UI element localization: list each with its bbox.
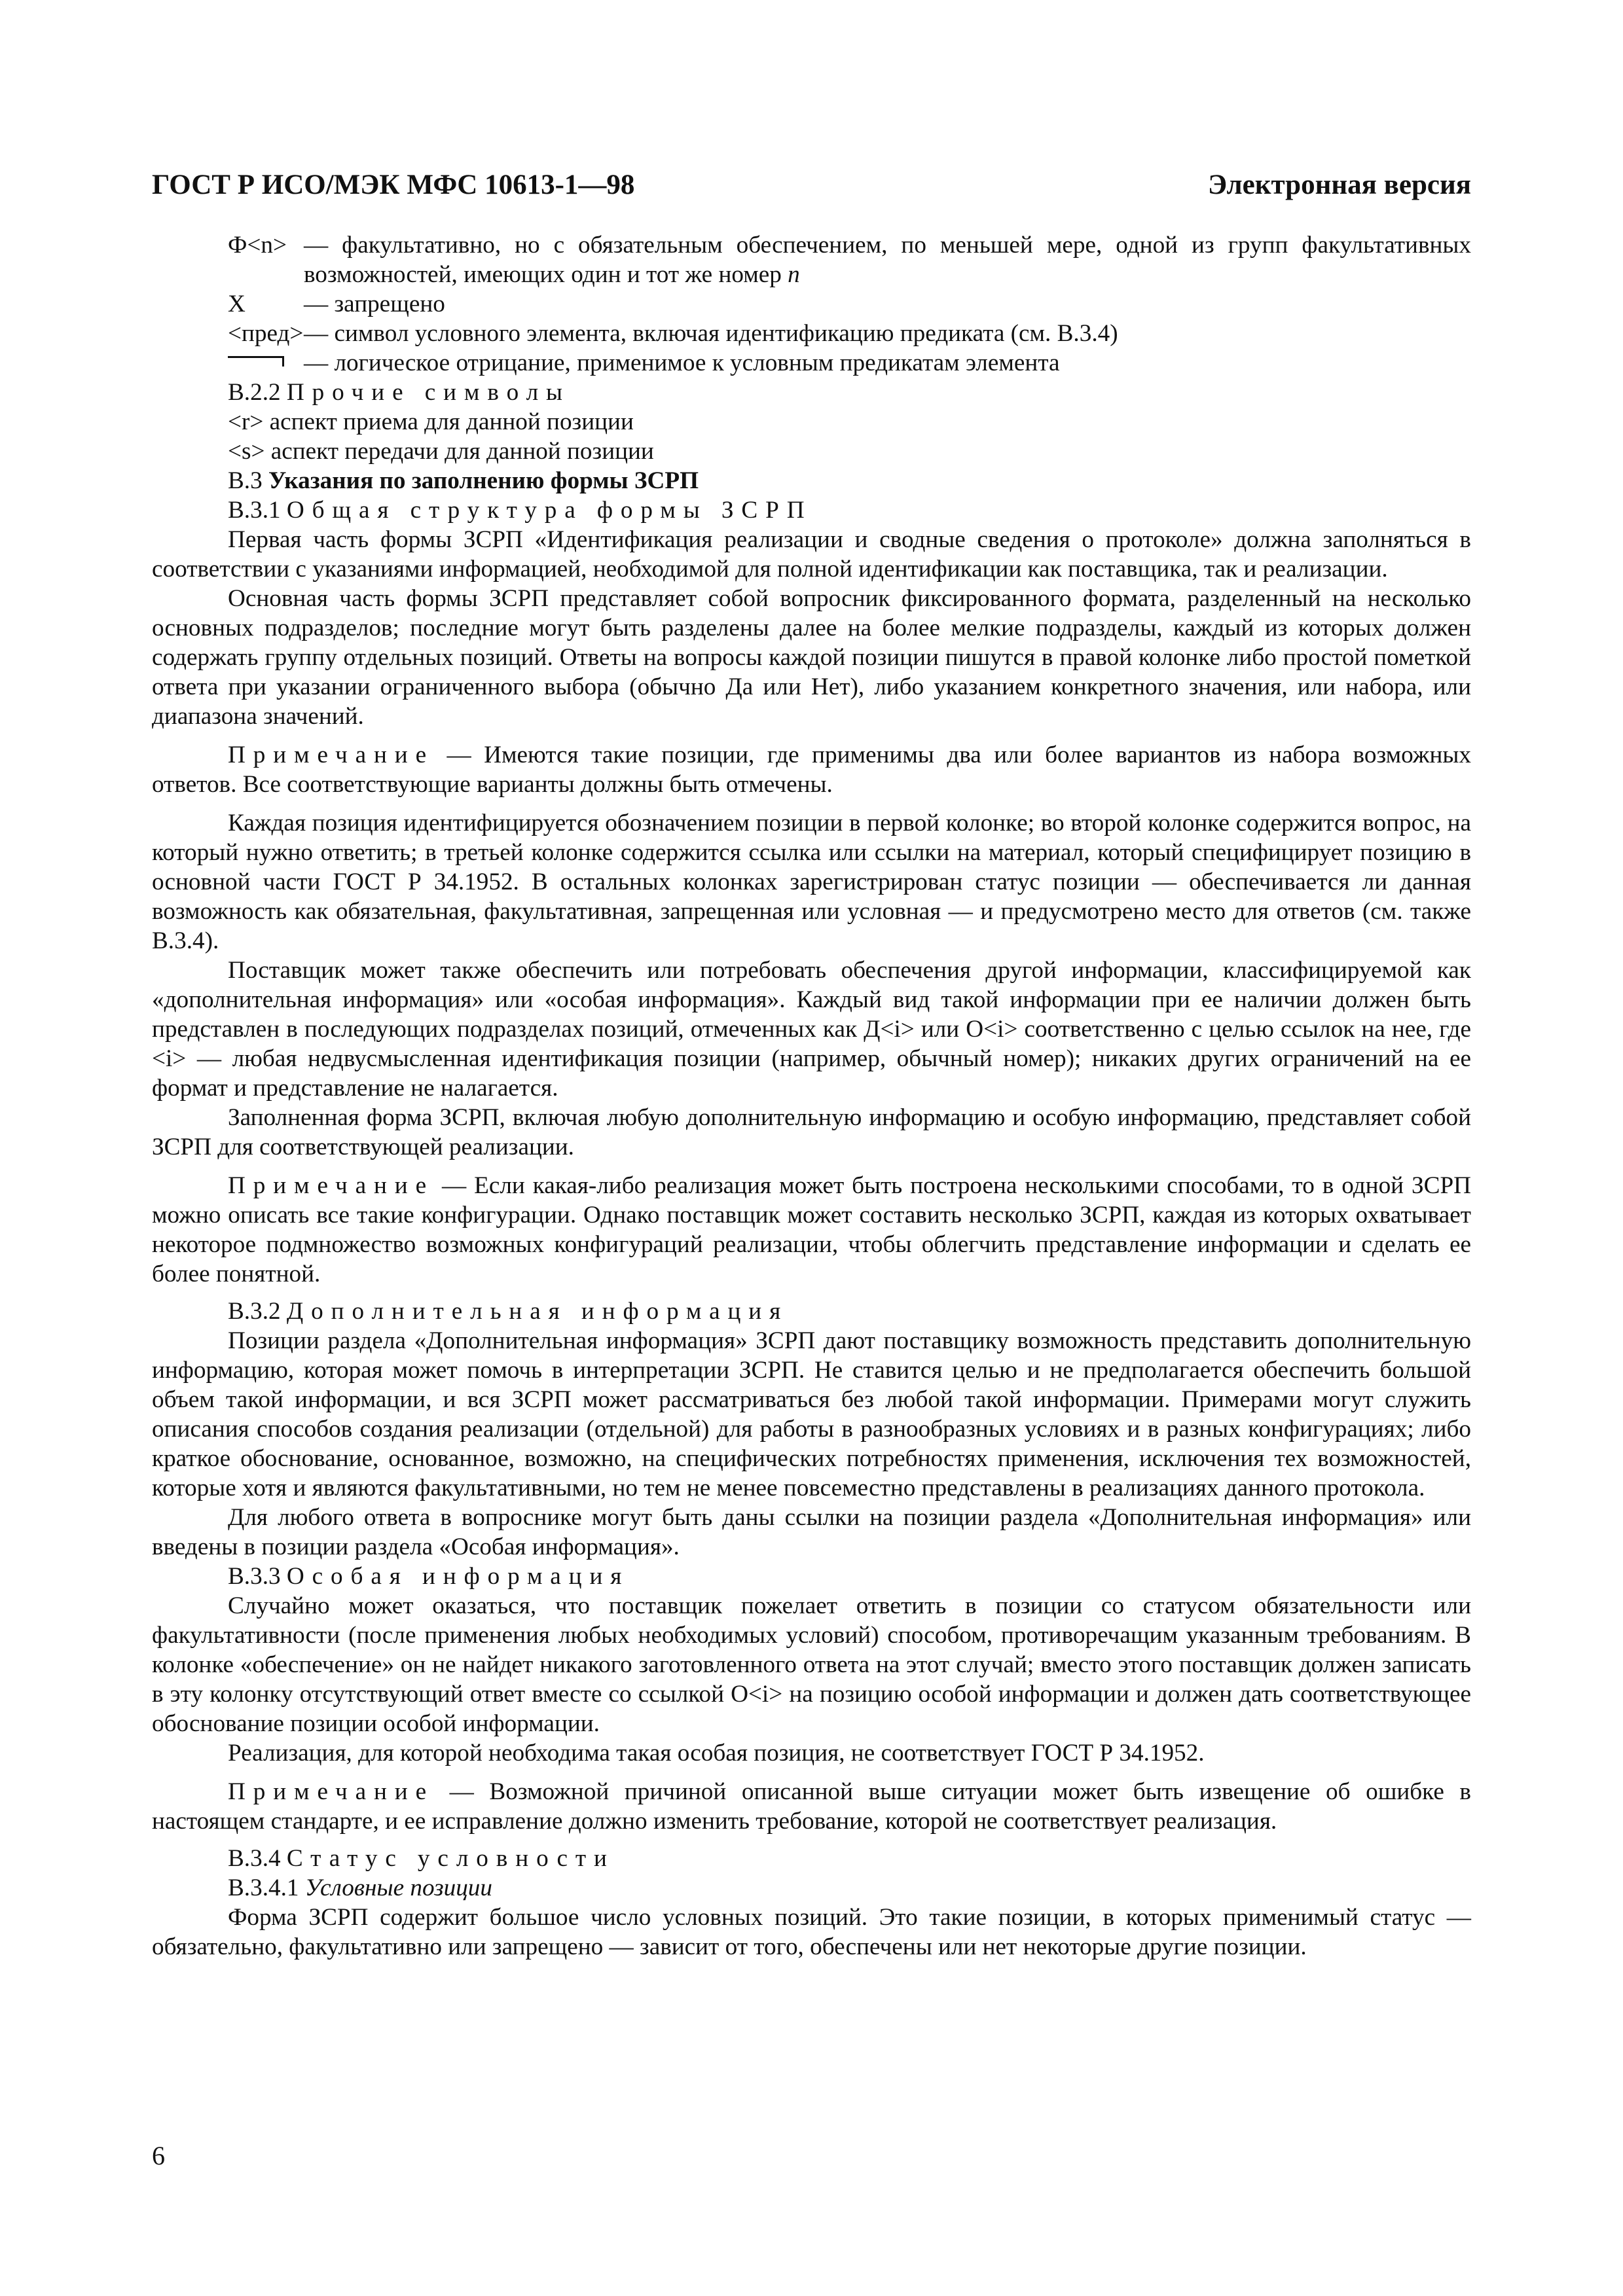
paragraph: Заполненная форма ЗСРП, включая любую дополнительную информацию и особую информацию, представляет собой ЗСРП для соответствующей реализации.	[152, 1104, 1471, 1160]
note-label: Примечание	[228, 1172, 435, 1199]
symbol-description: — факультативно, но с обязательным обеспечением, по меньшей мере, одной из групп факультативных возможностей, имеющих один и тот же номер n	[304, 232, 1471, 288]
section-heading-b34: B.3.4 Статус условности	[228, 1845, 615, 1872]
page-header	[152, 169, 1471, 201]
section-heading-b31: B.3.1 Общая структура формы ЗСРП	[228, 497, 812, 524]
symbol-description: — запрещено	[304, 291, 445, 317]
symbol-key: X	[228, 291, 246, 317]
section-heading-b32: B.3.2 Дополнительная информация	[228, 1298, 789, 1325]
symbol-row	[152, 319, 1471, 348]
paragraph: Случайно может оказаться, что поставщик пожелает ответить в позиции со статусом обязательности или факультативности (после применения любых необходимых условий) способом, противоречащим указанным требованиям. В колонке «обеспечение» он не найдет никакого заготовленного ответа на этот случай; вместо этого поставщик должен записать в эту колонку отсутствующий ответ вместе со ссылкой О<i> на позицию особой информации и должен дать соответствующее обоснование позиции особой информации.	[152, 1592, 1471, 1737]
section-heading-b22: B.2.2 Прочие символы	[228, 379, 570, 406]
paragraph: Форма ЗСРП содержит большое число условных позиций. Это такие позиции, в которых применимый статус — обязательно, факультативно или запрещено — зависит от того, обеспечены или нет некоторые другие позиции.	[152, 1904, 1471, 1960]
section-heading-b3: B.3 Указания по заполнению формы ЗСРП	[228, 467, 699, 494]
page-number: 6	[152, 2141, 165, 2170]
paragraph: Основная часть формы ЗСРП представляет собой вопросник фиксированного формата, разделенный на несколько основных подразделов; последние могут быть разделены далее на более мелкие подразделы, каждый из которых должен содержать группу отдельных позиций. Ответы на вопросы каждой позиции пишутся в правой колонке либо простой пометкой ответа при указании ограниченного выбора (обычно Да или Нет), либо указанием конкретного значения, или набора, или диапазона значений.	[152, 585, 1471, 730]
negation-symbol	[152, 348, 304, 378]
symbol-row	[152, 230, 1471, 289]
symbol-row	[152, 348, 1471, 378]
section-heading-b341: B.3.4.1 Условные позиции	[228, 1874, 492, 1901]
paragraph: Поставщик может также обеспечить или потребовать обеспечения другой информации, классифицируемой как «дополнительная информация» или «особая информация». Каждый вид такой информации при ее наличии должен быть представлен в последующих подразделах позиций, отмеченных как Д<i> или О<i> соответственно с целью ссылок на нее, где <i> — любая недвусмысленная идентификация позиции (например, обычный номер); никаких других ограничений на ее формат и представление не налагается.	[152, 957, 1471, 1102]
paragraph: Позиции раздела «Дополнительная информация» ЗСРП дают поставщику возможность представить дополнительную информацию, которая может помочь в интерпретации ЗСРП. Не ставится целью и не предполагается обеспечить большой объем такой информации, и вся ЗСРП может рассматриваться без любой такой информации. Примерами могут служить описания способов создания реализации (отдельной) для работы в разнообразных условиях и в разных конфигурациях; либо краткое обоснование, основанное, возможно, на специфических потребностях применения, исключения тех возможностей, которые хотя и являются факультативными, но тем не менее повсеместно представлены в реализациях данного протокола.	[152, 1327, 1471, 1501]
note-label: Примечание	[228, 1778, 435, 1805]
symbol-key: Ф<n>	[228, 232, 287, 259]
note: Примечание — Возможной причиной описанной выше ситуации может быть извещение об ошибке в настоящем стандарте, и ее исправление должно изменить требование, которой не соответствует реализация.	[152, 1778, 1471, 1835]
paragraph: Реализация, для которой необходима такая особая позиция, не соответствует ГОСТ Р 34.1952.	[228, 1740, 1205, 1767]
symbol-row	[152, 289, 1471, 319]
standard-designation: ГОСТ Р ИСО/МЭК МФС 10613-1—98	[152, 170, 635, 200]
other-symbol-item: <r> аспект приема для данной позиции	[228, 408, 634, 435]
paragraph: Первая часть формы ЗСРП «Идентификация реализации и сводные сведения о протоколе» должна заполняться в соответствии с указаниями информацией, необходимой для полной идентификации как поставщика, так и реализации.	[152, 526, 1471, 583]
symbol-description: — логическое отрицание, применимое к условным предикатам элемента	[304, 350, 1060, 376]
note: Примечание — Имеются такие позиции, где применимы два или более вариантов из набора возможных ответов. Все соответствующие варианты должны быть отмечены.	[152, 742, 1471, 798]
other-symbol-item: <s> аспект передачи для данной позиции	[228, 438, 654, 465]
logical-not-icon	[228, 356, 288, 370]
section-heading-b33: B.3.3 Особая информация	[228, 1563, 630, 1590]
symbol-description: — символ условного элемента, включая идентификацию предиката (см. B.3.4)	[304, 320, 1118, 347]
paragraph: Для любого ответа в вопроснике могут быть даны ссылки на позиции раздела «Дополнительная информация» или введены в позиции раздела «Особая информация».	[152, 1504, 1471, 1560]
paragraph: Каждая позиция идентифицируется обозначением позиции в первой колонке; во второй колонке содержится вопрос, на который нужно ответить; в третьей колонке содержится ссылка или ссылки на материал, который специфицирует позицию в основной части ГОСТ Р 34.1952. В остальных колонках зарегистрирован статус позиции — обеспечивается ли данная возможность как обязательная, факультативная, запрещенная или условная — и предусмотрено место для ответов (см. также B.3.4).	[152, 810, 1471, 954]
note-label: Примечание	[228, 742, 435, 768]
symbol-key: <пред>	[228, 320, 304, 347]
note: Примечание — Если какая-либо реализация может быть построена несколькими способами, то в одной ЗСРП можно описать все такие конфигурации. Однако поставщик может составить несколько ЗСРП, каждая из которых охватывает некоторое подмножество возможных конфигураций реализации, чтобы облегчить представление информации и сделать ее более понятной.	[152, 1172, 1471, 1287]
document-body	[152, 230, 1471, 1962]
version-label: Электронная версия	[1207, 170, 1471, 200]
